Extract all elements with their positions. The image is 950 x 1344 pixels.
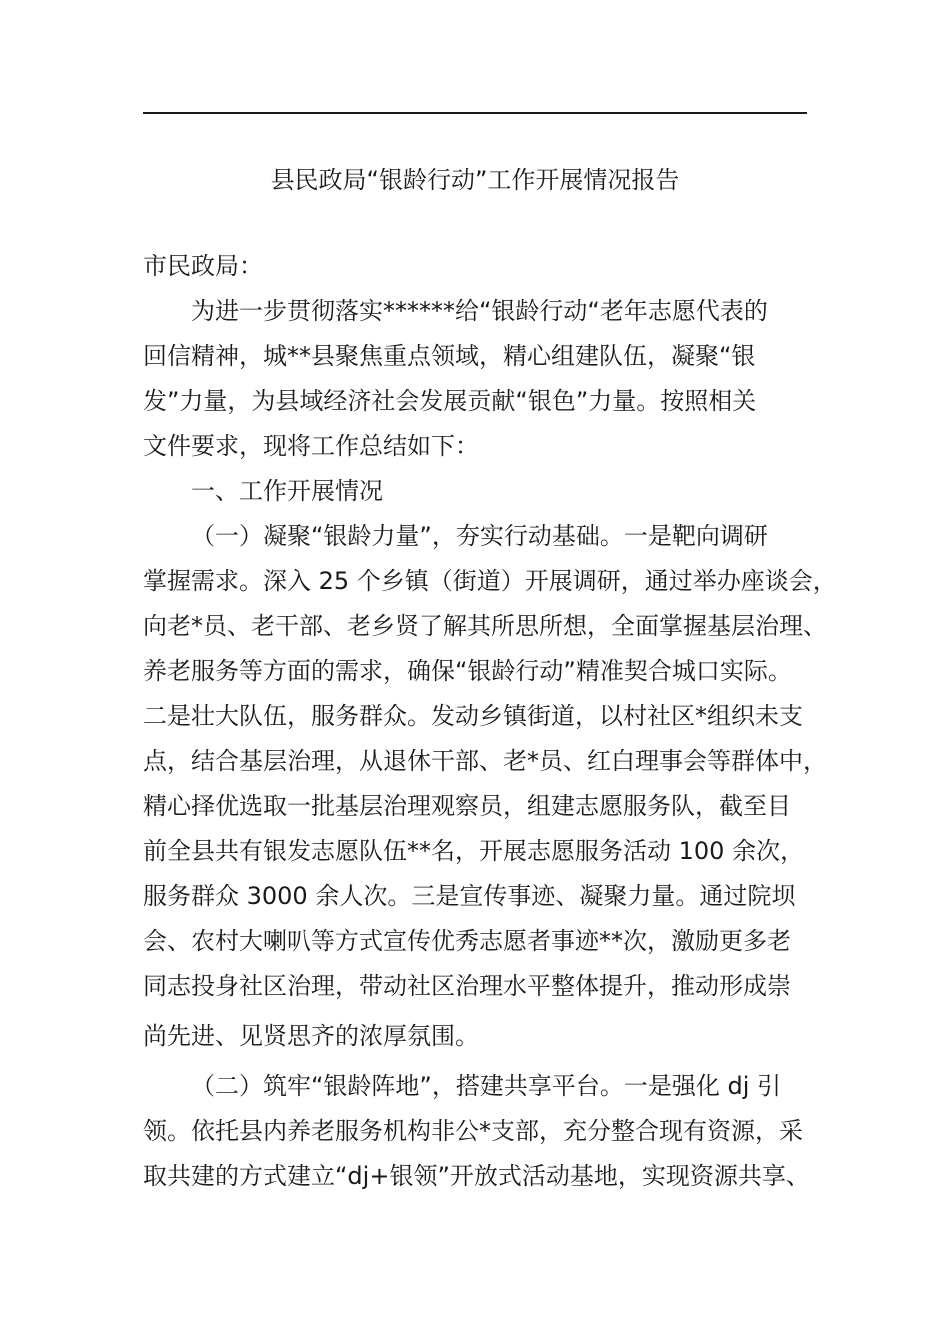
body-line: 取共建的方式建立“dj+银领”开放式活动基地，实现资源共享、 bbox=[143, 1162, 810, 1190]
body-line: 精心择优选取一批基层治理观察员，组建志愿服务队，截至目 bbox=[143, 792, 791, 820]
body-line: 回信精神，城**县聚焦重点领域，精心组建队伍，凝聚“银 bbox=[143, 342, 756, 370]
salutation: 市民政局： bbox=[143, 252, 263, 280]
body-line: 尚先进、见贤思齐的浓厚氛围。 bbox=[143, 1022, 479, 1050]
body-line: 文件要求，现将工作总结如下： bbox=[143, 432, 479, 460]
body-line: 掌握需求。深入 25 个乡镇（街道）开展调研，通过举办座谈会， bbox=[143, 567, 837, 595]
body-line: 服务群众 3000 余人次。三是宣传事迹、凝聚力量。通过院坝 bbox=[143, 882, 796, 910]
body-line: 会、农村大喇叭等方式宣传优秀志愿者事迹**次，激励更多老 bbox=[143, 927, 791, 955]
body-line: 领。依托县内养老服务机构非公*支部，充分整合现有资源，采 bbox=[143, 1117, 803, 1145]
header-rule bbox=[143, 112, 807, 114]
body-line: （一）凝聚“银龄力量”，夯实行动基础。一是靶向调研 bbox=[191, 522, 768, 550]
document-body bbox=[143, 244, 837, 1199]
body-line: 向老*员、老干部、老乡贤了解其所思所想，全面掌握基层治理、 bbox=[143, 612, 827, 640]
body-line: 同志投身社区治理，带动社区治理水平整体提升，推动形成崇 bbox=[143, 972, 791, 1000]
body-line: 养老服务等方面的需求，确保“银龄行动”精准契合城口实际。 bbox=[143, 657, 792, 685]
body-line: 发”力量，为县域经济社会发展贡献“银色”力量。按照相关 bbox=[143, 387, 757, 415]
body-line: 点，结合基层治理，从退休干部、老*员、红白理事会等群体中， bbox=[143, 747, 827, 775]
document-title: 县民政局“银龄行动”工作开展情况报告 bbox=[270, 166, 680, 194]
body-line: 二是壮大队伍，服务群众。发动乡镇街道，以村社区*组织未支 bbox=[143, 702, 803, 730]
section-heading: 一、工作开展情况 bbox=[191, 477, 383, 505]
body-line: （二）筑牢“银龄阵地”，搭建共享平台。一是强化 dj 引 bbox=[191, 1072, 782, 1100]
body-line: 前全县共有银发志愿队伍**名，开展志愿服务活动 100 余次， bbox=[143, 837, 805, 865]
body-line: 为进一步贯彻落实******给“银龄行动“老年志愿代表的 bbox=[191, 297, 768, 325]
